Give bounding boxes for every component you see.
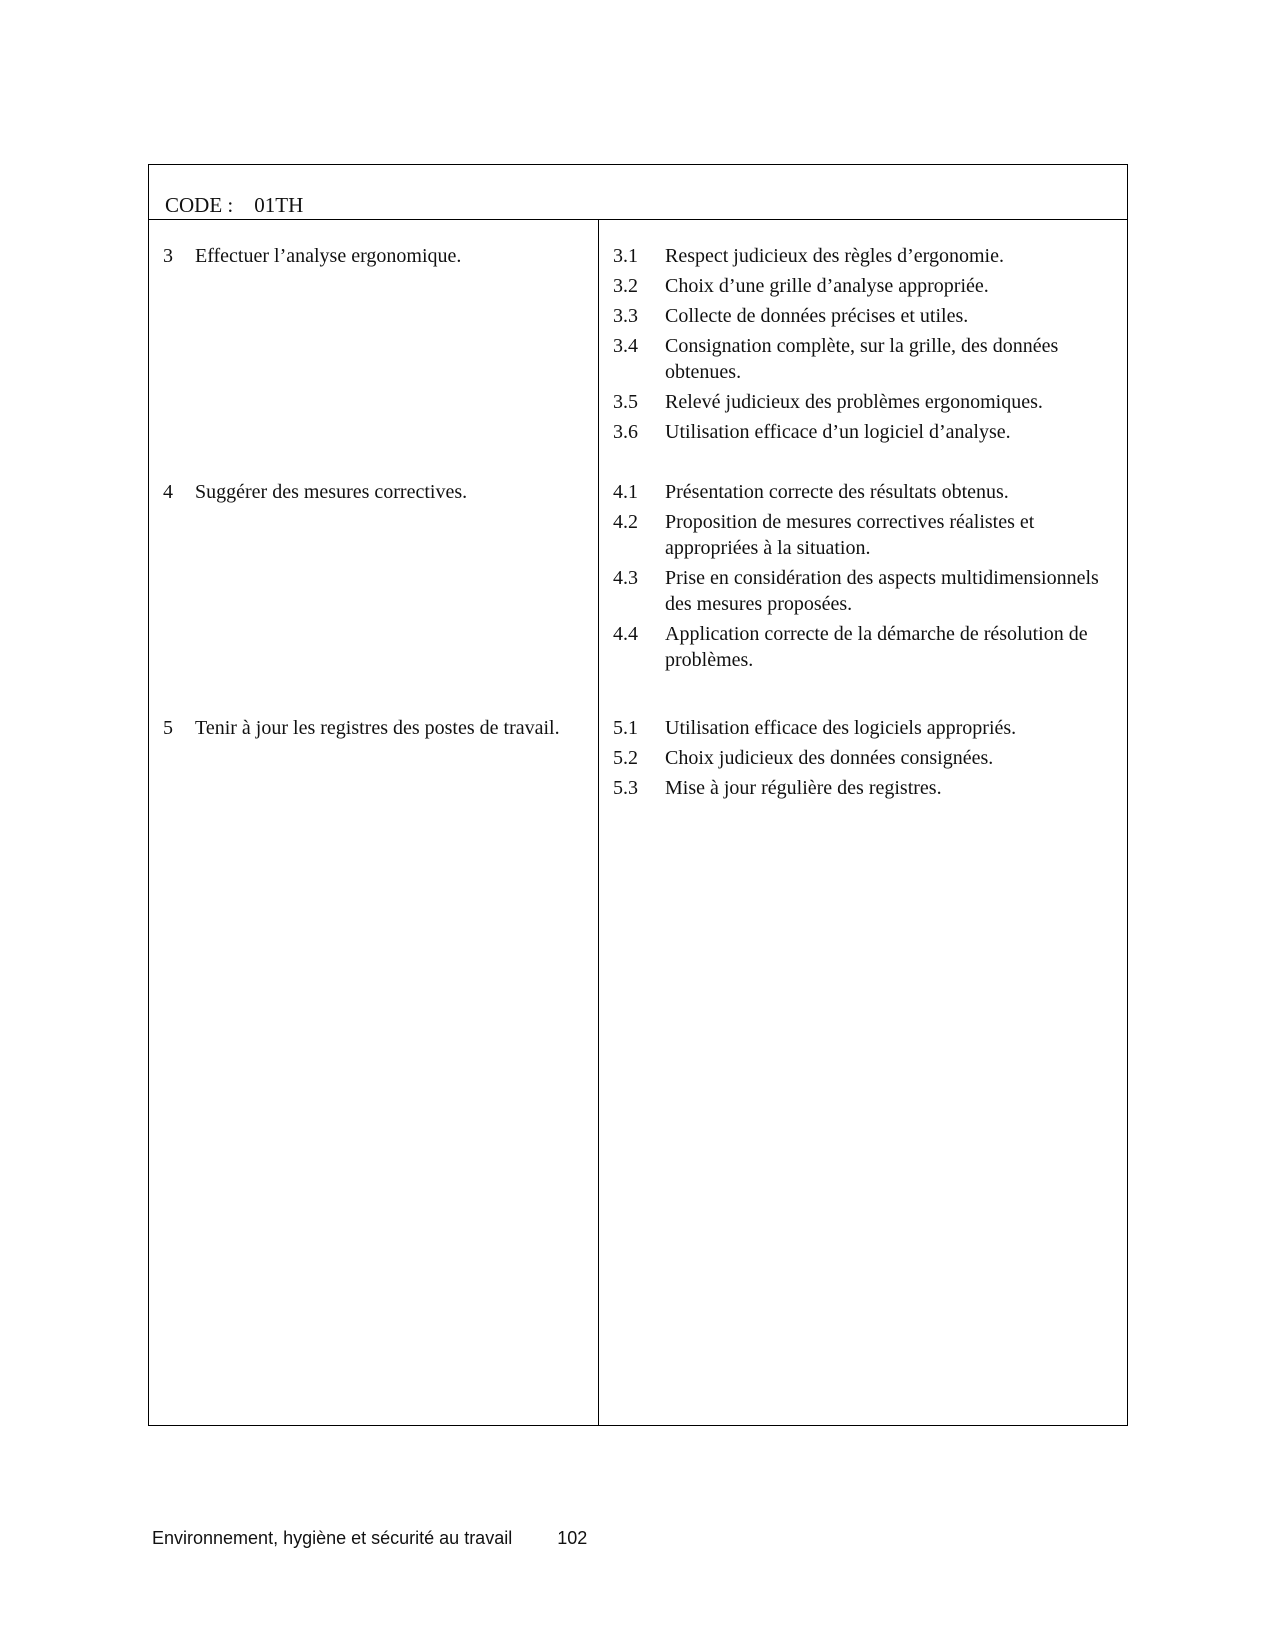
element-row <box>163 479 588 505</box>
element-text: Effectuer l’analyse ergonomique. <box>195 245 462 267</box>
criterion <box>613 479 1113 505</box>
criterion-text: Utilisation efficace d’un logiciel d’analyse. <box>665 421 1011 443</box>
competency-table <box>148 164 1128 1426</box>
criterion <box>613 565 1113 617</box>
table-header <box>149 165 1127 220</box>
criterion <box>613 303 1113 329</box>
criterion-number: 5.2 <box>613 747 638 769</box>
element-number: 4 <box>163 481 173 503</box>
criterion-text: Consignation complète, sur la grille, des données obtenues. <box>665 335 1059 383</box>
element-text: Suggérer des mesures correctives. <box>195 481 468 503</box>
code-value: 01TH <box>254 193 304 217</box>
criterion <box>613 621 1113 673</box>
criterion-text: Prise en considération des aspects multidimensionnels des mesures proposées. <box>665 567 1099 615</box>
criterion-number: 3.6 <box>613 421 638 443</box>
code-label: CODE : <box>165 193 234 217</box>
element-row <box>163 243 588 269</box>
criterion <box>613 715 1113 741</box>
criteria-list <box>613 715 1113 805</box>
criterion <box>613 745 1113 771</box>
criterion-number: 5.3 <box>613 777 638 799</box>
criterion-number: 3.1 <box>613 245 638 267</box>
criterion-number: 4.2 <box>613 511 638 533</box>
criterion-text: Présentation correcte des résultats obtenus. <box>665 481 1009 503</box>
criterion-number: 3.3 <box>613 305 638 327</box>
criterion <box>613 775 1113 801</box>
criterion <box>613 333 1113 385</box>
criterion-text: Utilisation efficace des logiciels appropriés. <box>665 717 1017 739</box>
criterion-text: Relevé judicieux des problèmes ergonomiques. <box>665 391 1043 413</box>
criterion-text: Proposition de mesures correctives réalistes et appropriées à la situation. <box>665 511 1035 559</box>
criterion-text: Application correcte de la démarche de résolution de problèmes. <box>665 623 1088 671</box>
criterion-text: Collecte de données précises et utiles. <box>665 305 969 327</box>
footer-program: Environnement, hygiène et sécurité au travail <box>152 1528 513 1548</box>
criterion-number: 3.5 <box>613 391 638 413</box>
page-footer <box>152 1528 587 1549</box>
criterion-number: 5.1 <box>613 717 638 739</box>
criteria-list <box>613 243 1113 449</box>
criteria-list <box>613 479 1113 677</box>
element-row <box>163 715 588 741</box>
element-number: 3 <box>163 245 173 267</box>
element-text: Tenir à jour les registres des postes de travail. <box>195 717 560 739</box>
criterion-text: Respect judicieux des règles d’ergonomie. <box>665 245 1004 267</box>
criterion-text: Mise à jour régulière des registres. <box>665 777 942 799</box>
criterion <box>613 273 1113 299</box>
criterion-number: 4.1 <box>613 481 638 503</box>
criterion-number: 3.2 <box>613 275 638 297</box>
criterion <box>613 389 1113 415</box>
element-number: 5 <box>163 717 173 739</box>
column-divider <box>598 219 599 1425</box>
criterion-number: 3.4 <box>613 335 638 357</box>
criterion <box>613 243 1113 269</box>
criterion-text: Choix judicieux des données consignées. <box>665 747 994 769</box>
criterion <box>613 419 1113 445</box>
criterion-number: 4.3 <box>613 567 638 589</box>
criterion-number: 4.4 <box>613 623 638 645</box>
criterion-text: Choix d’une grille d’analyse appropriée. <box>665 275 989 297</box>
page-number: 102 <box>557 1528 588 1548</box>
code-line <box>165 193 303 218</box>
criterion <box>613 509 1113 561</box>
